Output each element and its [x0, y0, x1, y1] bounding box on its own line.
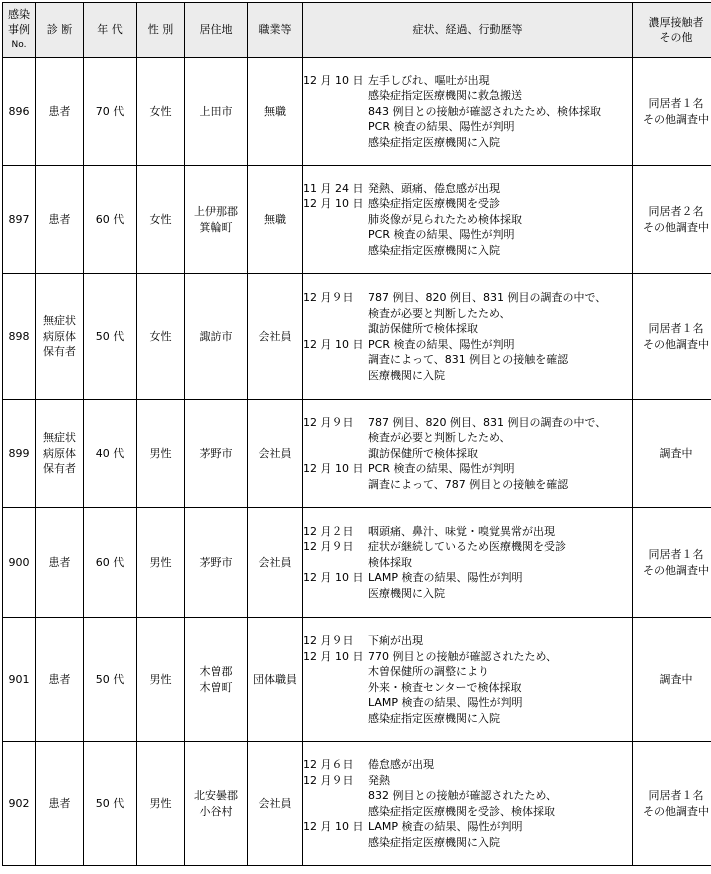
history-date	[303, 243, 368, 259]
contact-line: 調査中	[659, 672, 693, 686]
history-date: 12 月９日	[303, 291, 354, 304]
diagnosis	[36, 742, 84, 866]
history-text: 肺炎像が見られたため検体採取	[368, 212, 522, 226]
diagnosis-line: 病原体	[43, 446, 76, 460]
history-entry	[303, 337, 632, 353]
history-text: 医療機関に入院	[368, 368, 445, 382]
history-text: 832 例目との接触が確認されたため、	[368, 789, 558, 802]
history-text: 調査によって、787 例目との接触を確認	[368, 477, 569, 491]
residence-line: 箕輪町	[199, 220, 233, 234]
sex: 女性	[137, 58, 185, 166]
diagnosis-line: 病原体	[43, 329, 76, 343]
residence-line: 茅野市	[199, 446, 233, 460]
history-date	[303, 711, 368, 727]
history-date	[303, 586, 368, 602]
occupation: 無職	[248, 58, 303, 166]
history-date: 12 月９日	[303, 634, 354, 647]
close-contacts	[633, 400, 711, 508]
history-entry	[303, 695, 632, 711]
history-entry	[303, 680, 632, 696]
residence	[185, 58, 248, 166]
history-text: 症状が継続しているため医療機関を受診	[368, 540, 566, 554]
diagnosis	[36, 618, 84, 742]
close-contacts	[633, 742, 711, 866]
residence	[185, 400, 248, 508]
history-date	[303, 104, 368, 120]
history-cell	[303, 618, 633, 742]
history-entry	[303, 804, 632, 820]
age-group: 40 代	[84, 400, 137, 508]
history-text: 770 例目との接触が確認されたため、	[368, 649, 558, 663]
history-text: PCR 検査の結果、陽性が判明	[368, 462, 515, 476]
contact-line: その他調査中	[643, 563, 709, 577]
history-date	[303, 227, 368, 243]
history-cell	[303, 508, 633, 618]
sex: 女性	[137, 166, 185, 274]
table-row	[3, 166, 711, 274]
history-date: 12 月６日	[303, 758, 354, 771]
history-entry	[303, 104, 632, 120]
history-cell	[303, 58, 633, 166]
history-text: 感染症指定医療機関に入院	[368, 135, 500, 149]
age-group: 60 代	[84, 166, 137, 274]
history-date	[303, 680, 368, 696]
contact-line: 同居者１名	[648, 322, 704, 335]
history-entry	[303, 819, 632, 835]
table-row	[3, 58, 711, 166]
history-entry	[303, 212, 632, 228]
table-row	[3, 400, 711, 508]
history-date	[303, 88, 368, 104]
history-entry	[303, 788, 632, 804]
history-entry	[303, 73, 632, 89]
case-number: 898	[3, 274, 36, 400]
header-contacts-line2: その他	[659, 31, 693, 44]
history-date: 12 月９日	[303, 773, 354, 787]
contact-line: その他調査中	[643, 804, 709, 818]
table-row	[3, 742, 711, 866]
header-case-no	[3, 3, 36, 58]
history-entry	[303, 711, 632, 727]
history-date	[303, 835, 368, 851]
age-group: 70 代	[84, 58, 137, 166]
history-text: 発熱、頭痛、倦怠感が出現	[368, 181, 500, 195]
history-entry	[303, 196, 632, 212]
history-date	[303, 430, 368, 446]
sex: 男性	[137, 508, 185, 618]
history-entry	[303, 135, 632, 151]
header-history: 症状、経過、行動歴等	[303, 3, 633, 58]
case-table-body	[3, 58, 711, 866]
residence-line: 北安曇郡	[194, 789, 238, 802]
sex: 男性	[137, 400, 185, 508]
history-date	[303, 135, 368, 151]
contact-line: その他調査中	[643, 337, 709, 351]
contact-line: 同居者２名	[648, 205, 704, 218]
contact-line: その他調査中	[643, 112, 709, 126]
residence-line: 上田市	[199, 104, 233, 118]
residence-line: 上伊那郡	[194, 205, 238, 218]
history-entry	[303, 757, 632, 773]
history-date	[303, 477, 368, 493]
occupation: 無職	[248, 166, 303, 274]
history-entry	[303, 290, 632, 306]
close-contacts	[633, 166, 711, 274]
history-cell	[303, 400, 633, 508]
sex: 女性	[137, 274, 185, 400]
history-entry	[303, 227, 632, 243]
table-row	[3, 508, 711, 618]
history-entry	[303, 352, 632, 368]
history-entry	[303, 633, 632, 649]
diagnosis-line: 患者	[48, 104, 71, 118]
history-date	[303, 446, 368, 462]
residence-line: 木曽町	[199, 680, 233, 694]
close-contacts	[633, 274, 711, 400]
residence	[185, 618, 248, 742]
history-entry	[303, 446, 632, 462]
case-number: 901	[3, 618, 36, 742]
history-text: 検査が必要と判断したため、	[368, 431, 511, 445]
header-occupation: 職業等	[248, 3, 303, 58]
contact-line: その他調査中	[643, 220, 709, 234]
age-group: 50 代	[84, 742, 137, 866]
table-row	[3, 618, 711, 742]
history-text: 843 例目との接触が確認されたため、検体採取	[368, 104, 602, 118]
history-text: 諏訪保健所で検体採取	[368, 322, 478, 335]
history-date	[303, 212, 368, 228]
close-contacts	[633, 508, 711, 618]
case-number: 896	[3, 58, 36, 166]
diagnosis-line: 患者	[48, 555, 71, 569]
history-text: 調査によって、831 例目との接触を確認	[368, 353, 569, 366]
history-entry	[303, 570, 632, 586]
history-entry	[303, 88, 632, 104]
history-text: 感染症指定医療機関に入院	[368, 835, 500, 849]
occupation: 会社員	[248, 274, 303, 400]
history-text: 787 例目、820 例目、831 例目の調査の中で、	[368, 291, 607, 304]
history-text: LAMP 検査の結果、陽性が判明	[368, 571, 523, 585]
history-date	[303, 555, 368, 571]
case-number: 900	[3, 508, 36, 618]
occupation: 会社員	[248, 508, 303, 618]
residence-line: 小谷村	[199, 804, 233, 818]
history-text: 感染症指定医療機関に入院	[368, 243, 500, 257]
history-date	[303, 119, 368, 135]
residence	[185, 508, 248, 618]
residence-line: 諏訪市	[199, 329, 233, 343]
age-group: 50 代	[84, 618, 137, 742]
history-entry	[303, 461, 632, 477]
header-diagnosis: 診 断	[36, 3, 84, 58]
header-age: 年 代	[84, 3, 137, 58]
history-text: 倦怠感が出現	[368, 758, 434, 771]
header-row	[3, 3, 711, 58]
history-date	[303, 321, 368, 337]
history-entry	[303, 649, 632, 665]
residence-line: 木曽郡	[199, 665, 233, 678]
history-entry	[303, 430, 632, 446]
age-group: 60 代	[84, 508, 137, 618]
diagnosis-line: 無症状	[43, 314, 76, 328]
history-date	[303, 306, 368, 322]
history-date	[303, 352, 368, 368]
history-text: 左手しびれ、嘔吐が出現	[368, 73, 490, 87]
history-entry	[303, 524, 632, 540]
history-date: 11 月 24 日	[303, 181, 364, 195]
sex: 男性	[137, 742, 185, 866]
occupation: 団体職員	[248, 618, 303, 742]
history-entry	[303, 243, 632, 259]
case-number: 899	[3, 400, 36, 508]
age-group: 50 代	[84, 274, 137, 400]
history-text: PCR 検査の結果、陽性が判明	[368, 228, 515, 242]
case-table	[2, 2, 711, 866]
sex: 男性	[137, 618, 185, 742]
occupation: 会社員	[248, 400, 303, 508]
history-text: 木曽保健所の調整により	[368, 665, 489, 678]
history-entry	[303, 586, 632, 602]
history-date	[303, 804, 368, 820]
history-date: 12 月２日	[303, 524, 354, 538]
diagnosis	[36, 400, 84, 508]
history-entry	[303, 555, 632, 571]
history-cell	[303, 274, 633, 400]
history-entry	[303, 321, 632, 337]
diagnosis-line: 患者	[48, 672, 71, 686]
history-text: 検査が必要と判断したため、	[368, 306, 511, 320]
header-sex: 性 別	[137, 3, 185, 58]
history-text: 感染症指定医療機関に入院	[368, 711, 500, 725]
history-cell	[303, 742, 633, 866]
history-entry	[303, 119, 632, 135]
close-contacts	[633, 618, 711, 742]
history-text: 787 例目、820 例目、831 例目の調査の中で、	[368, 415, 607, 429]
diagnosis	[36, 274, 84, 400]
residence	[185, 274, 248, 400]
contact-line: 同居者１名	[648, 97, 704, 110]
history-date: 12 月 10 日	[303, 571, 364, 585]
history-text: 外来・検査センターで検体採取	[368, 680, 522, 694]
history-text: 感染症指定医療機関を受診	[368, 197, 500, 211]
contact-line: 同居者１名	[648, 789, 704, 802]
diagnosis-line: 保有者	[43, 462, 76, 476]
diagnosis-line: 患者	[48, 212, 71, 226]
header-residence: 居住地	[185, 3, 248, 58]
diagnosis-line: 保有者	[43, 345, 76, 359]
header-contacts-line1: 濃厚接触者	[648, 15, 704, 29]
history-entry	[303, 306, 632, 322]
occupation: 会社員	[248, 742, 303, 866]
history-date: 12 月 10 日	[303, 462, 364, 476]
history-text: 感染症指定医療機関に救急搬送	[368, 89, 522, 103]
history-text: 下痢が出現	[368, 634, 423, 647]
history-date	[303, 788, 368, 804]
diagnosis	[36, 58, 84, 166]
history-date: 12 月 10 日	[303, 337, 364, 351]
history-text: PCR 検査の結果、陽性が判明	[368, 120, 515, 134]
history-date: 12 月 10 日	[303, 820, 364, 833]
history-text: 咽頭痛、鼻汁、味覚・嗅覚異常が出現	[368, 524, 555, 538]
residence	[185, 742, 248, 866]
history-entry	[303, 415, 632, 431]
diagnosis-line: 無症状	[43, 431, 76, 445]
contact-line: 同居者１名	[648, 548, 704, 561]
diagnosis-line: 患者	[48, 796, 71, 810]
history-entry	[303, 835, 632, 851]
history-text: PCR 検査の結果、陽性が判明	[368, 337, 515, 351]
history-entry	[303, 181, 632, 197]
history-date: 12 月 10 日	[303, 73, 364, 87]
history-entry	[303, 664, 632, 680]
header-case-no-sub: No.	[11, 39, 27, 50]
history-text: 医療機関に入院	[368, 586, 445, 600]
case-number: 897	[3, 166, 36, 274]
header-contacts	[633, 3, 711, 58]
history-date: 12 月 10 日	[303, 197, 364, 211]
residence	[185, 166, 248, 274]
diagnosis	[36, 508, 84, 618]
diagnosis	[36, 166, 84, 274]
close-contacts	[633, 58, 711, 166]
history-entry	[303, 368, 632, 384]
history-entry	[303, 773, 632, 789]
history-entry	[303, 477, 632, 493]
table-row	[3, 274, 711, 400]
history-date: 12 月 10 日	[303, 649, 364, 663]
history-date	[303, 664, 368, 680]
header-case-no-line2: 事例	[8, 23, 30, 37]
history-date	[303, 368, 368, 384]
contact-line: 調査中	[659, 446, 693, 460]
history-text: 検体採取	[368, 555, 412, 569]
history-date	[303, 695, 368, 711]
history-cell	[303, 166, 633, 274]
case-number: 902	[3, 742, 36, 866]
history-text: LAMP 検査の結果、陽性が判明	[368, 820, 523, 833]
residence-line: 茅野市	[199, 555, 233, 569]
history-text: 諏訪保健所で検体採取	[368, 446, 478, 460]
history-date: 12 月９日	[303, 540, 354, 554]
history-entry	[303, 539, 632, 555]
history-text: 発熱	[368, 773, 390, 787]
history-text: LAMP 検査の結果、陽性が判明	[368, 696, 523, 709]
history-text: 感染症指定医療機関を受診、検体採取	[368, 804, 555, 818]
header-case-no-line1: 感染	[8, 7, 30, 21]
history-date: 12 月９日	[303, 415, 354, 429]
